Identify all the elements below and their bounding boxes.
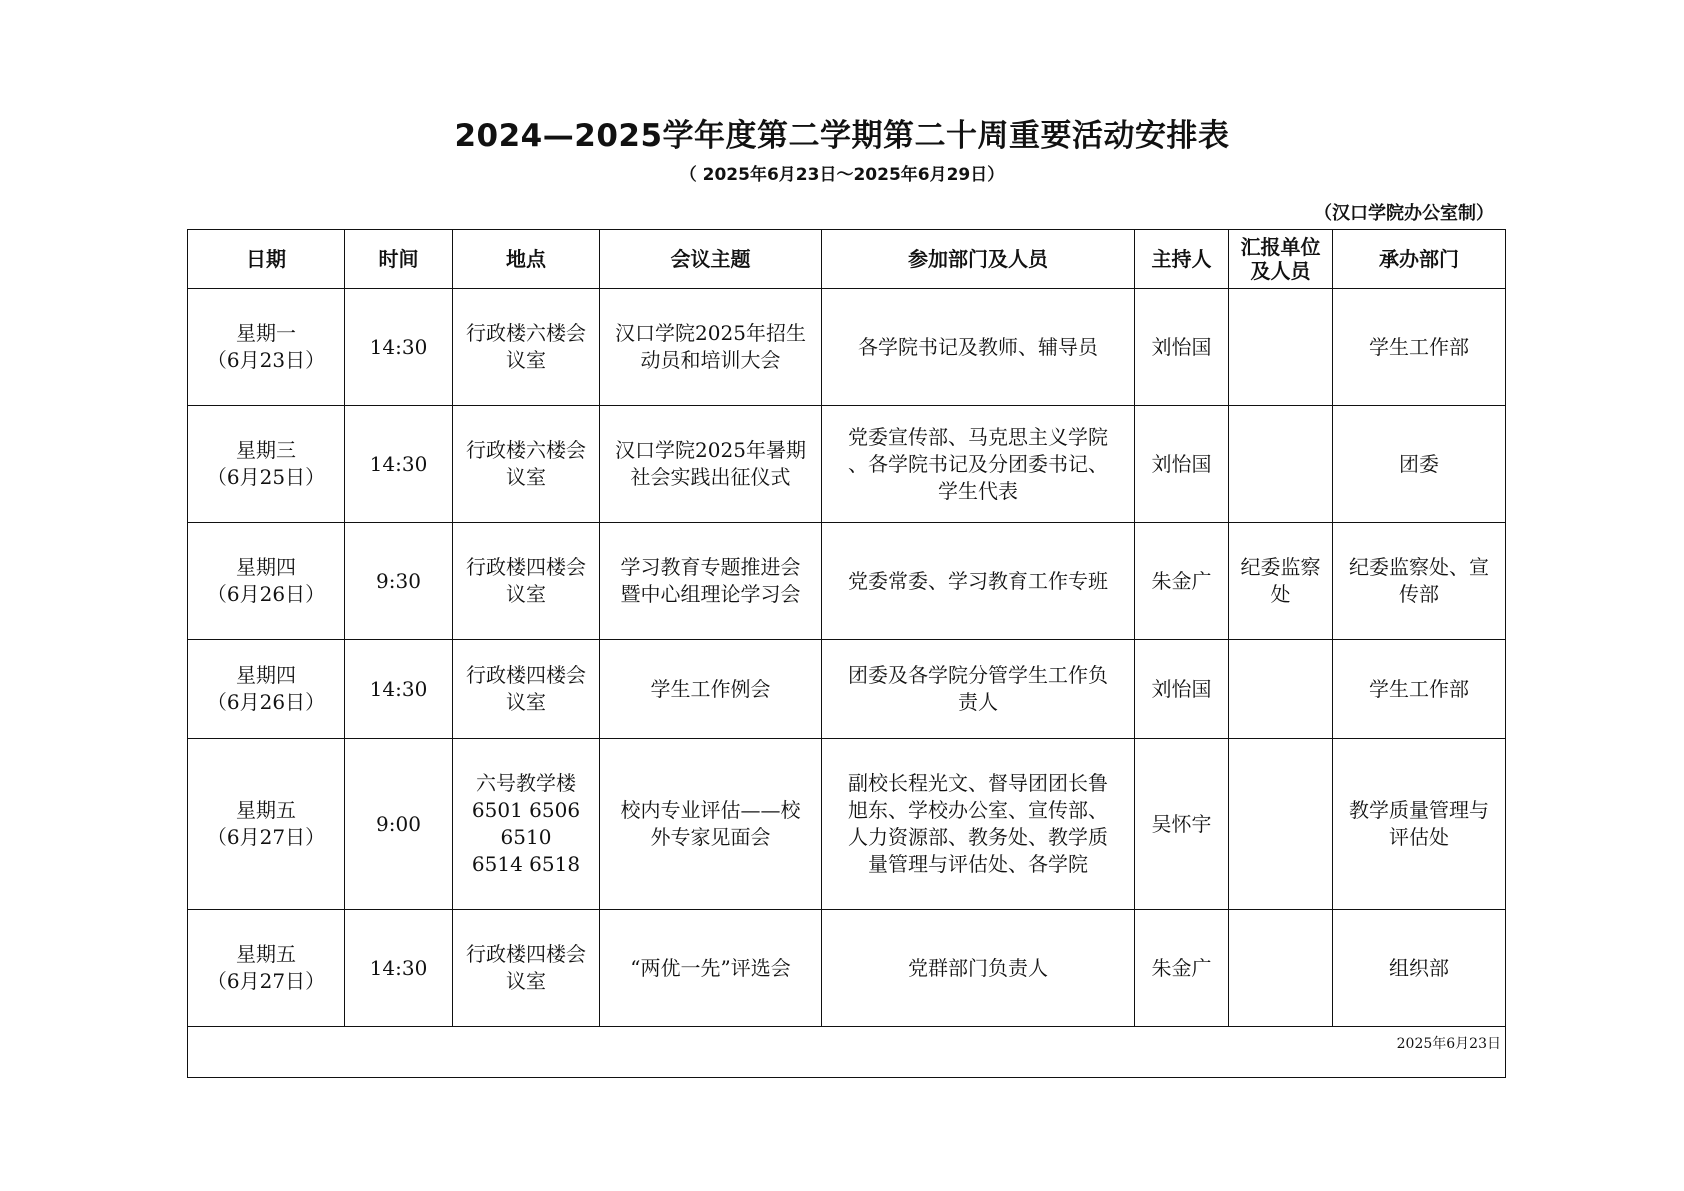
date-cell: 星期五 （6月27日） — [188, 739, 345, 910]
organizer-cell: 团委 — [1333, 406, 1506, 523]
topic-cell: “两优一先”评选会 — [600, 910, 822, 1027]
time-cell: 14:30 — [345, 406, 453, 523]
attendees-cell: 党委常委、学习教育工作专班 — [822, 523, 1135, 640]
attendees-cell: 党委宣传部、马克思主义学院 、各学院书记及分团委书记、 学生代表 — [822, 406, 1135, 523]
column-header-host: 主持人 — [1135, 230, 1229, 289]
column-header-organizer: 承办部门 — [1333, 230, 1506, 289]
reporter-cell — [1229, 289, 1333, 406]
column-header-topic: 会议主题 — [600, 230, 822, 289]
host-cell: 刘怡国 — [1135, 640, 1229, 739]
place-cell: 行政楼四楼会 议室 — [453, 910, 600, 1027]
host-cell: 刘怡国 — [1135, 289, 1229, 406]
organizer-cell: 组织部 — [1333, 910, 1506, 1027]
date-cell: 星期四 （6月26日） — [188, 640, 345, 739]
column-header-attendees: 参加部门及人员 — [822, 230, 1135, 289]
place-cell: 行政楼六楼会 议室 — [453, 406, 600, 523]
time-cell: 9:00 — [345, 739, 453, 910]
issuer-label: （汉口学院办公室制） — [1314, 203, 1494, 224]
host-cell: 吴怀宇 — [1135, 739, 1229, 910]
place-cell: 六号教学楼 6501 6506 6510 6514 6518 — [453, 739, 600, 910]
attendees-cell: 团委及各学院分管学生工作负 责人 — [822, 640, 1135, 739]
page-title: 2024—2025学年度第二学期第二十周重要活动安排表 — [454, 118, 1230, 154]
table-row — [188, 739, 1506, 910]
topic-cell: 汉口学院2025年招生 动员和培训大会 — [600, 289, 822, 406]
place-cell: 行政楼四楼会 议室 — [453, 523, 600, 640]
attendees-cell: 副校长程光文、督导团团长鲁 旭东、学校办公室、宣传部、 人力资源部、教务处、教学质 量管理与评估处、各学院 — [822, 739, 1135, 910]
organizer-cell: 学生工作部 — [1333, 289, 1506, 406]
table-row — [188, 406, 1506, 523]
topic-cell: 汉口学院2025年暑期 社会实践出征仪式 — [600, 406, 822, 523]
date-range: （ 2025年6月23日～2025年6月29日） — [679, 165, 1005, 185]
time-cell: 9:30 — [345, 523, 453, 640]
topic-cell: 学生工作例会 — [600, 640, 822, 739]
attendees-cell: 各学院书记及教师、辅导员 — [822, 289, 1135, 406]
host-cell: 朱金广 — [1135, 523, 1229, 640]
reporter-cell — [1229, 910, 1333, 1027]
attendees-cell: 党群部门负责人 — [822, 910, 1135, 1027]
time-cell: 14:30 — [345, 640, 453, 739]
reporter-cell — [1229, 739, 1333, 910]
date-cell: 星期一 （6月23日） — [188, 289, 345, 406]
reporter-cell — [1229, 406, 1333, 523]
date-cell: 星期四 （6月26日） — [188, 523, 345, 640]
schedule-table — [187, 229, 1506, 1078]
time-cell: 14:30 — [345, 289, 453, 406]
header-row — [188, 230, 1506, 289]
footer-date: 2025年6月23日 — [188, 1027, 1506, 1078]
date-cell: 星期三 （6月25日） — [188, 406, 345, 523]
column-header-date: 日期 — [188, 230, 345, 289]
date-cell: 星期五 （6月27日） — [188, 910, 345, 1027]
organizer-cell: 教学质量管理与 评估处 — [1333, 739, 1506, 910]
table-row — [188, 910, 1506, 1027]
organizer-cell: 学生工作部 — [1333, 640, 1506, 739]
topic-cell: 学习教育专题推进会 暨中心组理论学习会 — [600, 523, 822, 640]
table-row — [188, 523, 1506, 640]
host-cell: 刘怡国 — [1135, 406, 1229, 523]
organizer-cell: 纪委监察处、宣 传部 — [1333, 523, 1506, 640]
column-header-reporter: 汇报单位 及人员 — [1229, 230, 1333, 289]
reporter-cell: 纪委监察 处 — [1229, 523, 1333, 640]
place-cell: 行政楼四楼会 议室 — [453, 640, 600, 739]
place-cell: 行政楼六楼会 议室 — [453, 289, 600, 406]
column-header-place: 地点 — [453, 230, 600, 289]
topic-cell: 校内专业评估——校 外专家见面会 — [600, 739, 822, 910]
host-cell: 朱金广 — [1135, 910, 1229, 1027]
table-row — [188, 640, 1506, 739]
footer-row — [188, 1027, 1506, 1078]
table-row — [188, 289, 1506, 406]
time-cell: 14:30 — [345, 910, 453, 1027]
column-header-time: 时间 — [345, 230, 453, 289]
reporter-cell — [1229, 640, 1333, 739]
